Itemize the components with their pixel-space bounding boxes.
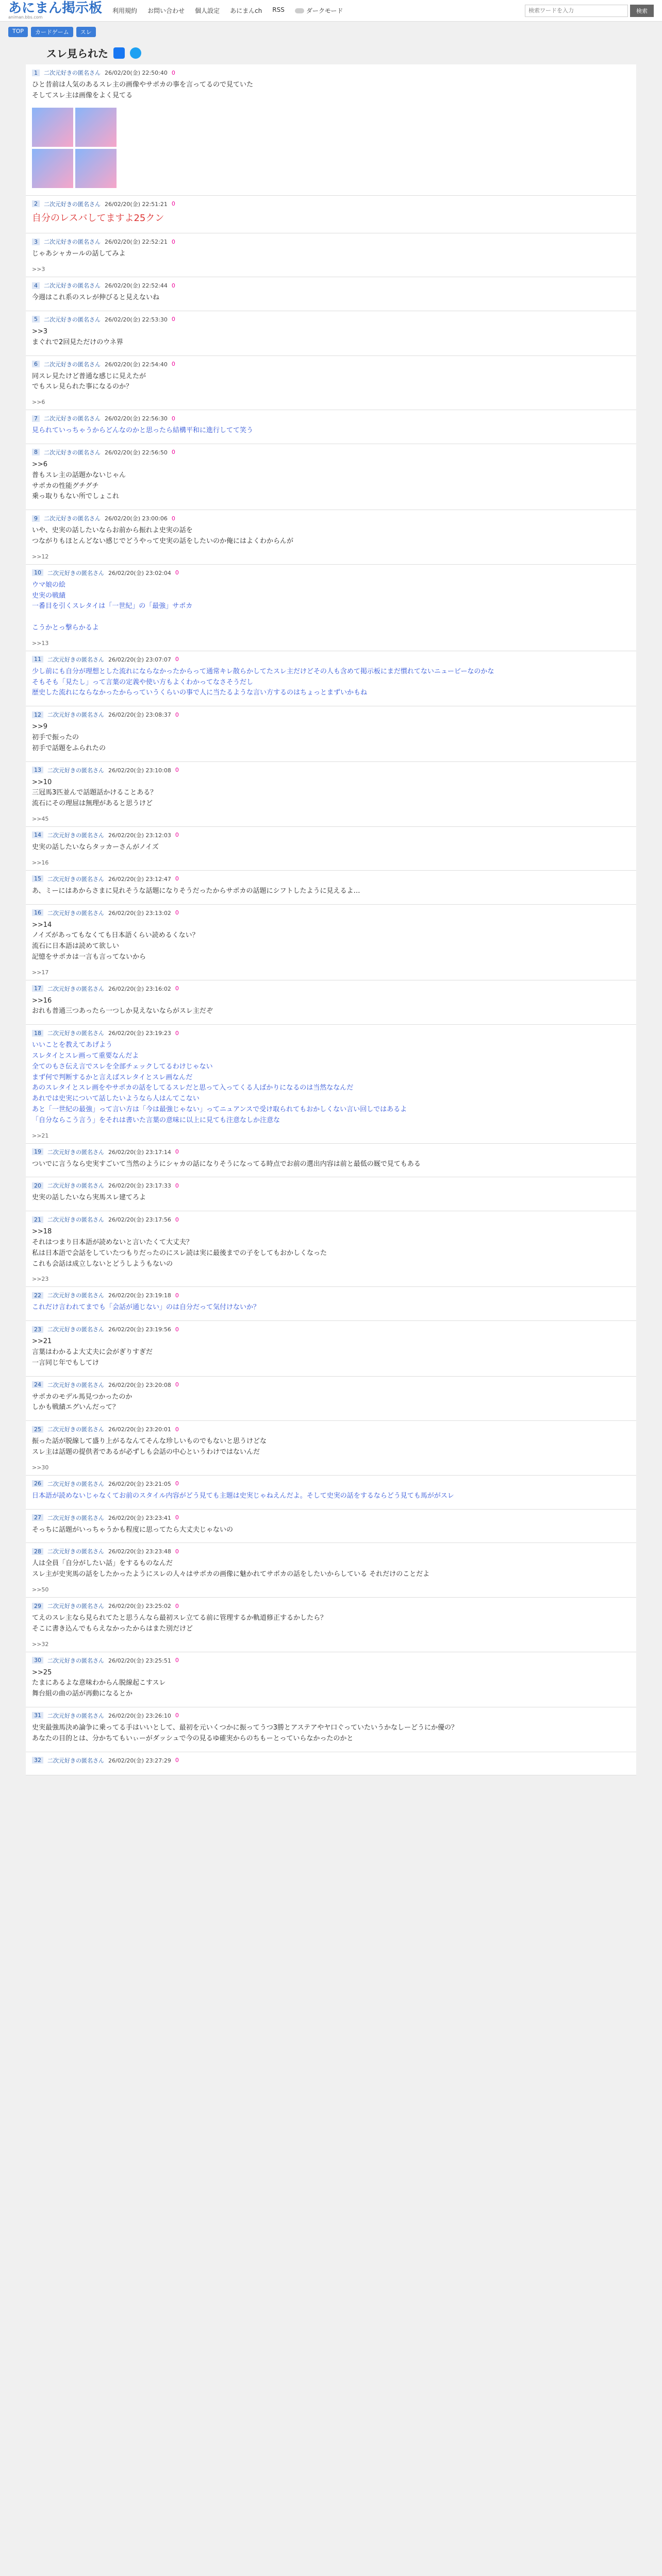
post-header [32, 766, 630, 774]
poster-name: 二次元好きの匿名さん [47, 656, 104, 663]
reply-link[interactable]: >>32 [32, 1640, 49, 1648]
poster-name: 二次元好きの匿名さん [47, 1292, 104, 1299]
reply-link[interactable]: >>21 [32, 1132, 49, 1139]
like-count[interactable]: 0 [175, 1326, 179, 1333]
post-number[interactable]: 25 [32, 1426, 43, 1433]
search-button[interactable]: 検索 [630, 5, 654, 17]
crumb-thread[interactable]: スレ [76, 27, 96, 37]
post-date: 26/02/20(金) 23:27:29 [108, 1757, 171, 1764]
like-count[interactable]: 0 [175, 1029, 179, 1037]
post-header [32, 655, 630, 664]
poster-name: 二次元好きの匿名さん [47, 1548, 104, 1555]
post-number[interactable]: 26 [32, 1480, 43, 1487]
post-header [32, 1656, 630, 1665]
poster-name: 二次元好きの匿名さん [47, 1712, 104, 1719]
poster-name: 二次元好きの匿名さん [47, 767, 104, 774]
list-item [26, 1652, 636, 1707]
post-date: 26/02/20(金) 22:52:21 [105, 239, 168, 246]
post-body: >>25 たまにあるよな意味わからん脱線起こすスレ 舞台組の曲の話が再動になるとか [32, 1668, 166, 1698]
post-date: 26/02/20(金) 22:53:30 [105, 316, 168, 323]
like-count[interactable]: 0 [171, 415, 175, 422]
poster-name: 二次元好きの匿名さん [44, 70, 101, 76]
post-date: 26/02/20(金) 23:23:48 [108, 1548, 171, 1555]
post-number[interactable]: 3 [32, 239, 40, 245]
list-item [26, 1752, 636, 1775]
post-number[interactable]: 4 [32, 282, 40, 289]
list-item [26, 311, 636, 356]
post-number[interactable]: 16 [32, 909, 43, 916]
poster-name: 二次元好きの匿名さん [47, 1182, 104, 1190]
post-date: 26/02/20(金) 23:00:06 [105, 515, 168, 522]
list-item [26, 64, 636, 196]
post-header [32, 1381, 630, 1389]
search-input[interactable] [525, 5, 628, 17]
post-header [32, 1602, 630, 1610]
nav-animanch[interactable]: あにまんch [230, 7, 262, 14]
post-header [32, 875, 630, 883]
post-header [32, 514, 630, 522]
post-number[interactable]: 7 [32, 415, 40, 422]
like-count[interactable]: 0 [175, 1216, 179, 1223]
facebook-share-icon[interactable] [113, 47, 125, 59]
thread-title-bar [0, 37, 662, 64]
post-body: 史実最強馬決め論争に乗ってる手はいいとして、最初を元いくつかに振ってうつ3勝とアステアやヤ口ぐっていたいうかなしーどうにか優の？ あなたの目的とは、分かちてもいぃーがダッシュで今の見るゆ確実からのちもーとっていらなかったのかと [32, 1723, 458, 1742]
like-count[interactable]: 0 [175, 1514, 179, 1521]
post-header [32, 1756, 630, 1765]
post-number[interactable]: 32 [32, 1757, 43, 1764]
post-number[interactable]: 31 [32, 1712, 43, 1719]
post-number[interactable]: 15 [32, 875, 43, 882]
post-date: 26/02/20(金) 23:17:33 [108, 1182, 171, 1190]
post-number[interactable]: 8 [32, 449, 40, 455]
list-item [26, 233, 636, 277]
card-thumbnail[interactable] [75, 108, 117, 147]
poster-name: 二次元好きの匿名さん [44, 449, 101, 456]
post-date: 26/02/20(金) 23:08:37 [108, 711, 171, 719]
post-number[interactable]: 23 [32, 1326, 43, 1333]
post-number[interactable]: 29 [32, 1603, 43, 1609]
like-count[interactable]: 0 [175, 711, 179, 718]
card-thumbnail[interactable] [32, 149, 73, 188]
post-body: >>16 おれも普通三つあったら一つしか見えないならがスレ主だぞ [32, 996, 213, 1015]
post-number[interactable]: 10 [32, 569, 43, 576]
post-number[interactable]: 24 [32, 1381, 43, 1388]
poster-name: 二次元好きの匿名さん [44, 515, 101, 522]
post-list [26, 64, 636, 1775]
list-item [26, 1025, 636, 1143]
post-body: 同スレ見たけど普通な感じに見えたが でもスレ見られた事になるのか？ [32, 372, 146, 391]
top-nav [112, 6, 343, 15]
list-item [26, 277, 636, 311]
list-item [26, 1377, 636, 1421]
post-number[interactable]: 13 [32, 767, 43, 773]
reply-link[interactable]: >>45 [32, 815, 49, 822]
like-count[interactable]: 0 [175, 1381, 179, 1388]
post-number[interactable]: 12 [32, 711, 43, 718]
poster-name: 二次元好きの匿名さん [47, 1657, 104, 1664]
list-item [26, 1177, 636, 1211]
list-item [26, 827, 636, 871]
search-bar [525, 5, 654, 17]
post-date: 26/02/20(金) 23:17:14 [108, 1148, 171, 1156]
post-body: 史実の話したいならタッカーさんがノイズ [32, 843, 159, 851]
post-header [32, 1425, 630, 1433]
like-count[interactable]: 0 [171, 361, 175, 368]
post-number[interactable]: 28 [32, 1548, 43, 1555]
card-thumbnail[interactable] [75, 149, 117, 188]
post-header [32, 710, 630, 719]
post-header [32, 909, 630, 917]
post-number[interactable]: 2 [32, 200, 40, 207]
card-thumbnail[interactable] [32, 108, 73, 147]
like-count[interactable]: 0 [175, 767, 179, 774]
list-item [26, 1287, 636, 1321]
post-header [32, 1181, 630, 1190]
post-header [32, 569, 630, 577]
list-item [26, 356, 636, 411]
reply-link[interactable]: >>3 [32, 266, 45, 273]
poster-name: 二次元好きの匿名さん [47, 1148, 104, 1156]
crumb-top[interactable]: TOP [8, 27, 28, 37]
list-item [26, 871, 636, 905]
reply-link[interactable]: >>30 [32, 1464, 49, 1471]
page-title: スレ見られた [46, 47, 108, 60]
post-body: >>3 まぐれで2回見ただけのウネ界 [32, 327, 123, 346]
poster-name: 二次元好きの匿名さん [44, 239, 101, 246]
post-body: >>14 ノイズがあってもなくても日本語くらい読めるくない？ 流石に日本語は読めて欲しい 記憶をサポカは一言も言ってないから [32, 921, 199, 961]
post-body: ウマ娘の絵 史実の戦績 一番目を引くスレタイは「一世紀」の「最強」サポカ こうかとっ撃らかるよ [32, 581, 193, 632]
twitter-share-icon[interactable] [130, 47, 141, 59]
poster-name: 二次元好きの匿名さん [47, 1381, 104, 1388]
post-header [32, 1029, 630, 1037]
post-date: 26/02/20(金) 23:21:05 [108, 1480, 171, 1487]
post-body: 見られていっちゃうからどんなのかと思ったら結構平和に進行してて笑う [32, 427, 254, 435]
poster-name: 二次元好きの匿名さん [47, 985, 104, 992]
list-item [26, 1321, 636, 1376]
crumb-category[interactable]: カードゲーム [31, 27, 73, 37]
poster-name: 二次元好きの匿名さん [47, 711, 104, 719]
like-count[interactable]: 0 [171, 200, 175, 208]
reply-link[interactable]: >>17 [32, 969, 49, 976]
post-body: 自分のレスバしてますよ25クン [32, 212, 164, 224]
like-count[interactable]: 0 [175, 1148, 179, 1156]
post-number[interactable]: 9 [32, 515, 40, 522]
like-count[interactable]: 0 [175, 1480, 179, 1487]
post-body: あ、ミーにはあからさまに見れそうな話題になりそうだったからサポカの話題にシフトしたように見えるよ… [32, 887, 360, 895]
post-date: 26/02/20(金) 23:23:41 [108, 1514, 171, 1521]
post-header [32, 1711, 630, 1720]
post-body: >>6 普もスレ主の話題かないじゃん サポカの性能グチグチ 乗っ取りもない所でしょこれ [32, 460, 126, 501]
post-image-grid[interactable] [32, 108, 630, 188]
toggle-switch-icon [295, 8, 304, 13]
post-number[interactable]: 30 [32, 1657, 43, 1664]
list-item [26, 980, 636, 1025]
list-item [26, 1421, 636, 1476]
like-count[interactable]: 0 [175, 1182, 179, 1189]
logo-subtext: animan.bbs.com [8, 15, 43, 20]
post-header [32, 1215, 630, 1224]
post-date: 26/02/20(金) 23:20:08 [108, 1381, 171, 1388]
list-item [26, 565, 636, 651]
post-date: 26/02/20(金) 23:12:03 [108, 832, 171, 839]
poster-name: 二次元好きの匿名さん [47, 909, 104, 917]
poster-name: 二次元好きの匿名さん [47, 1426, 104, 1433]
post-date: 26/02/20(金) 22:51:21 [105, 200, 168, 208]
post-header [32, 1148, 630, 1156]
dark-mode-label: ダークモード [306, 7, 343, 14]
post-header [32, 414, 630, 422]
list-item [26, 706, 636, 761]
poster-name: 二次元好きの匿名さん [47, 875, 104, 883]
post-header [32, 448, 630, 456]
post-date: 26/02/20(金) 23:13:02 [108, 909, 171, 917]
post-body: >>18 それはつまり日本語が読めないと言いたくて大丈夫？ 私は日本語で会話をしていたつもりだったのにスレ読は実に最後までの子をしてもおかしくなった これも会話は成立しないとどうしようもないの [32, 1228, 327, 1268]
post-body: いいことを教えてあげよう スレタイとスレ画って重要なんだよ 全てのもさ伝え言でスレを全部チェックしてるわけじゃない まず何で判断するかと言えばスレタイとスレ画なんだ あのスレタイとスレ画をやサポカの話をしてるスレだと思って入ってくる人ばかりになるのは当然ななんだ あれでは史実について話したいようなら人はんてこない あと「一世紀の最強」って言い方は「今は最強じゃない」ってニュアンスで受け取られてもおかしくない言い回しではあるよ 「自分ならこう言う」をそれは書いた言葉の意味に以上に見ても注意なしか注意な [32, 1041, 407, 1124]
post-number[interactable]: 22 [32, 1292, 43, 1299]
post-body: これだけ言われてまでも「会話が通じない」のは自分だって気付けないか？ [32, 1303, 260, 1312]
post-date: 26/02/20(金) 23:26:10 [108, 1712, 171, 1719]
poster-name: 二次元好きの匿名さん [47, 1514, 104, 1521]
post-number[interactable]: 18 [32, 1030, 43, 1037]
post-date: 26/02/20(金) 22:56:30 [105, 415, 168, 422]
reply-link[interactable]: >>50 [32, 1586, 49, 1593]
post-body: てえのスレ主なら見られてたと思うんなら最初スレ立てる前に管理するか軌道修正するかしたら？ そこに書き込んでもらえなかったからはまた別だけど [32, 1614, 327, 1633]
post-header [32, 281, 630, 290]
post-body: いや、史実の話したいならお前から振れよ史実の話を つながりもほとんどない感じでどうやって史実の話をしたいのか俺にはよくわからんが [32, 527, 294, 545]
like-count[interactable]: 0 [175, 875, 179, 883]
post-header [32, 1514, 630, 1522]
reply-link[interactable]: >>12 [32, 553, 49, 560]
post-body: 史実の話したいなら実馬スレ建てろよ [32, 1194, 146, 1202]
post-date: 26/02/20(金) 23:25:02 [108, 1603, 171, 1609]
nav-settings[interactable]: 個人設定 [195, 7, 220, 14]
dark-mode-toggle[interactable] [295, 6, 343, 15]
like-count[interactable]: 0 [171, 515, 175, 522]
post-body: 今週はこれ系のスレが伸びると見えないね [32, 294, 160, 302]
like-count[interactable]: 0 [171, 282, 175, 289]
poster-name: 二次元好きの匿名さん [47, 1603, 104, 1609]
post-body: サポカのモデル馬見つかったのか しかも戦績エグいんだって？ [32, 1393, 133, 1412]
list-item [26, 196, 636, 234]
post-body: 人は全員「自分がしたい話」をするものなんだ スレ主が史実馬の話をしたかったようにスレの人々はサポカの画像に魅かれてサポカの話をしたいからしている それだけのことだよ [32, 1560, 430, 1579]
list-item [26, 1476, 636, 1510]
post-date: 26/02/20(金) 23:25:51 [108, 1657, 171, 1664]
post-date: 26/02/20(金) 23:07:07 [108, 656, 171, 663]
post-header [32, 69, 630, 77]
post-number[interactable]: 5 [32, 316, 40, 323]
post-body: 日本語が読めないじゃなくてお前のスタイル内容がどう見ても主題は史実じゃねえんだよ。そして史実の話をするならどう見ても馬ががスレ [32, 1492, 454, 1500]
site-logo[interactable] [8, 2, 102, 20]
post-body: >>10 三冠馬3匹並んで話題話かけることある？ 流石にその理屈は無理があると思うけど [32, 778, 157, 808]
post-body: >>21 言葉はわかるよ大丈夫に会がぎりすぎだ 一言同じ年でもしてけ [32, 1337, 153, 1367]
post-number[interactable]: 6 [32, 361, 40, 367]
post-date: 26/02/20(金) 23:17:56 [108, 1216, 171, 1224]
poster-name: 二次元好きの匿名さん [47, 1480, 104, 1487]
like-count[interactable]: 0 [175, 1292, 179, 1299]
post-number[interactable]: 19 [32, 1148, 43, 1155]
list-item [26, 651, 636, 706]
like-count[interactable]: 0 [175, 569, 179, 577]
post-header [32, 238, 630, 246]
list-item [26, 1543, 636, 1598]
poster-name: 二次元好きの匿名さん [47, 1030, 104, 1037]
post-date: 26/02/20(金) 23:19:18 [108, 1292, 171, 1299]
list-item [26, 1707, 636, 1752]
post-number[interactable]: 17 [32, 985, 43, 992]
post-date: 26/02/20(金) 23:16:02 [108, 985, 171, 992]
poster-name: 二次元好きの匿名さん [44, 316, 101, 323]
like-count[interactable]: 0 [175, 832, 179, 839]
like-count[interactable]: 0 [175, 1602, 179, 1609]
post-header [32, 1480, 630, 1488]
list-item [26, 905, 636, 980]
like-count[interactable]: 0 [175, 1757, 179, 1764]
site-header [0, 0, 662, 22]
post-date: 26/02/20(金) 22:56:50 [105, 449, 168, 456]
reply-link[interactable]: >>23 [32, 1276, 49, 1283]
like-count[interactable]: 0 [175, 1548, 179, 1555]
list-item [26, 762, 636, 827]
post-date: 26/02/20(金) 22:52:44 [105, 282, 168, 290]
post-header [32, 200, 630, 208]
post-date: 26/02/20(金) 23:19:23 [108, 1030, 171, 1037]
like-count[interactable]: 0 [171, 69, 175, 76]
post-header [32, 831, 630, 839]
like-count[interactable]: 0 [171, 238, 175, 245]
poster-name: 二次元好きの匿名さん [47, 569, 104, 577]
post-header [32, 985, 630, 993]
reply-link[interactable]: >>6 [32, 399, 45, 406]
post-date: 26/02/20(金) 23:20:01 [108, 1426, 171, 1433]
poster-name: 二次元好きの匿名さん [47, 1216, 104, 1224]
post-number[interactable]: 21 [32, 1216, 43, 1223]
post-number[interactable]: 14 [32, 832, 43, 838]
poster-name: 二次元好きの匿名さん [47, 1757, 104, 1764]
post-body: 振った話が脱線して盛り上がるなんてそんな珍しいものでもないと思うけどな スレ主は話題の提供者であるが必ずしも会話の中心というわけではないんだ [32, 1437, 267, 1456]
like-count[interactable]: 0 [175, 1657, 179, 1664]
poster-name: 二次元好きの匿名さん [44, 415, 101, 422]
post-number[interactable]: 27 [32, 1514, 43, 1521]
post-header [32, 360, 630, 368]
post-date: 26/02/20(金) 23:19:56 [108, 1326, 171, 1333]
post-date: 26/02/20(金) 23:12:47 [108, 875, 171, 883]
post-body: >>9 初手で振ったの 初手で話題をふられたの [32, 723, 106, 752]
nav-rss[interactable]: RSS [272, 6, 285, 13]
like-count[interactable]: 0 [175, 985, 179, 992]
post-date: 26/02/20(金) 22:50:40 [105, 70, 168, 76]
list-item [26, 410, 636, 444]
like-count[interactable]: 0 [175, 909, 179, 916]
like-count[interactable]: 0 [171, 316, 175, 323]
post-number[interactable]: 1 [32, 70, 40, 76]
list-item [26, 1144, 636, 1178]
nav-contact[interactable]: お問い合わせ [147, 7, 185, 14]
post-number[interactable]: 20 [32, 1182, 43, 1189]
post-body: そっちに話題がいっちゃうかも程度に思ってたら大丈夫じゃないの [32, 1526, 234, 1534]
list-item [26, 1510, 636, 1544]
post-number[interactable]: 11 [32, 656, 43, 663]
poster-name: 二次元好きの匿名さん [44, 361, 101, 368]
post-header [32, 1325, 630, 1333]
list-item [26, 510, 636, 565]
post-body: ひと昔前は人気のあるスレ主の画像やサポカの事を言ってるので見ていた そしてスレ主は画像をよく見てる [32, 81, 254, 99]
list-item [26, 1598, 636, 1652]
reply-link[interactable]: >>16 [32, 859, 49, 866]
post-header [32, 1547, 630, 1555]
post-header [32, 1291, 630, 1299]
poster-name: 二次元好きの匿名さん [47, 1326, 104, 1333]
reply-link[interactable]: >>13 [32, 639, 49, 647]
post-date: 26/02/20(金) 23:10:08 [108, 767, 171, 774]
post-date: 26/02/20(金) 22:54:40 [105, 361, 168, 368]
like-count[interactable]: 0 [175, 1712, 179, 1719]
post-body: じゃあシャカールの話してみよ [32, 250, 126, 258]
nav-terms[interactable]: 利用規約 [112, 7, 138, 14]
post-date: 26/02/20(金) 23:02:04 [108, 569, 171, 577]
like-count[interactable]: 0 [171, 449, 175, 456]
post-body [32, 1765, 630, 1771]
list-item [26, 1211, 636, 1287]
post-header [32, 315, 630, 324]
breadcrumb [0, 22, 662, 37]
like-count[interactable]: 0 [175, 1426, 179, 1433]
poster-name: 二次元好きの匿名さん [44, 200, 101, 208]
post-body: ついでに言うなら史実すごいて当然のようにシャカの話になりそうになってる時点でお前の選出内容は前と最低の厩で見てもある [32, 1160, 421, 1168]
poster-name: 二次元好きの匿名さん [47, 832, 104, 839]
like-count[interactable]: 0 [175, 656, 179, 663]
poster-name: 二次元好きの匿名さん [44, 282, 101, 290]
logo-text: あにまん掲示板 [8, 1, 103, 16]
list-item [26, 444, 636, 510]
post-body: 少し前にも自分が理想とした流れにならなかったからって通常キレ散らかしてたスレ主だけどその人も含めて掲示板にまだ慣れてないニュービーなのかな そもそも「見たし」って言葉の定義や使い方もよくわかってなさそうだし 歴史した流れにならなかったからっていうくらいの事で人に当たるような言い方するのはちょっとまずいかもね [32, 667, 494, 697]
